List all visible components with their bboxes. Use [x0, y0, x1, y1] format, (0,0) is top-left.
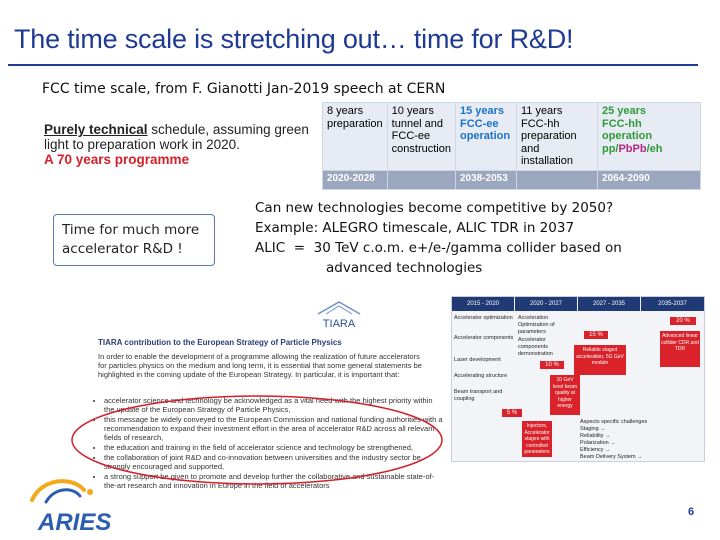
rd-callout-box: Time for much more accelerator R&D !	[53, 214, 215, 266]
statement-body: schedule, assuming green light to preparation work in 2020.	[44, 122, 309, 152]
roadmap-note: Efficiency →	[580, 447, 611, 453]
new-tech-line: Example: ALEGRO timescale, ALIC TDR in 2037	[255, 220, 575, 236]
roadmap-note: Reliability →	[580, 433, 611, 439]
roadmap-note: Aspects specific challenges	[580, 419, 648, 425]
roadmap-milestone: Injectors, Accelerator stages with controlled parameters	[522, 421, 552, 457]
document-title: TIARA contribution to the European Strategy of Particle Physics	[98, 338, 342, 347]
timeline-period: 2020-2028	[323, 170, 388, 189]
timeline-cell: 10 years tunnel and FCC-ee construction	[387, 103, 455, 171]
timeline-period: 2064-2090	[597, 170, 700, 189]
roadmap-header: 2027 - 2035	[578, 297, 640, 311]
roadmap-row-label: Laser development	[454, 357, 501, 363]
roadmap-note: Polarization →	[580, 440, 616, 446]
new-technologies-text	[255, 198, 715, 278]
roadmap-cell: Accelerator components demonstration	[518, 337, 553, 357]
roadmap-header: 2020 - 2027	[515, 297, 577, 311]
timeline-period	[387, 170, 455, 189]
schedule-statement	[44, 122, 314, 167]
roadmap-cell: Acceleration Optimization of parameters	[518, 315, 555, 335]
tiara-logo	[308, 300, 370, 330]
new-tech-line: ALIC = 30 TeV c.o.m. e+/e-/gamma collider based on	[255, 240, 622, 256]
document-bullet: • this message be widely conveyed to the European Commission and national funding authorities with a recommendation to expand their investment effort in the area of accelerator R&D across all relevant fields of research,	[104, 415, 444, 442]
document-bullet: • accelerator science and technology be acknowledged as a vital need with the highest priority within the update of the European Strategy of Particle Physics,	[104, 396, 444, 414]
roadmap-row-label: Accelerator optimization	[454, 315, 513, 321]
roadmap-note: Beam Delivery System →	[580, 454, 643, 460]
timeline-cell: 25 years FCC-hh operation pp/PbPb/eh	[597, 103, 700, 171]
roadmap-row-label: Beam transport and coupling	[454, 389, 503, 402]
roadmap-percent: 10 %	[540, 361, 564, 369]
roadmap-row-label: Accelerating structure	[454, 373, 508, 379]
document-bullet: • a strong support be given to promote and develop further the collaborative and sustainable state-of-the-art research and innovation in Europe in the field of accelerators	[104, 472, 444, 490]
aries-logo	[2, 470, 138, 540]
roadmap-header: 2015 - 2020	[452, 297, 514, 311]
document-bullet: • the education and training in the field of accelerator science and technology be strengthened,	[104, 443, 444, 452]
new-tech-line: advanced technologies	[326, 260, 483, 276]
document-intro: In order to enable the development of a programme allowing the realization of future accelerators for particles physics on the medium and long term, it is essential that some general statements be highlighted in the coming update of the European Strategy. In particular, it is important that:	[98, 352, 422, 379]
roadmap-row-label: Accelerator components	[454, 335, 514, 341]
new-tech-line: Can new technologies become competitive by 2050?	[255, 200, 614, 216]
roadmap-percent: 15 %	[584, 331, 608, 339]
timeline-period	[516, 170, 597, 189]
statement-programme: A 70 years programme	[44, 152, 190, 167]
slide-subtitle: FCC time scale, from F. Gianotti Jan-2019 speech at CERN	[42, 81, 446, 97]
timeline-cell: 15 years FCC-ee operation	[455, 103, 516, 171]
slide-title: The time scale is stretching out… time for R&D!	[14, 24, 574, 54]
svg-text:ARIES: ARIES	[38, 509, 112, 536]
roadmap-percent: 20 %	[670, 317, 696, 325]
roadmap-milestone: 10 GeV level beam quality at higher energy	[550, 375, 580, 415]
statement-emphasis: Purely technical	[44, 122, 148, 137]
page-number: 6	[688, 506, 695, 518]
roadmap-milestone: Reliable staged acceleration, 5G GeV module	[574, 345, 626, 375]
roadmap-note: Staging →	[580, 426, 606, 432]
svg-text:TIARA: TIARA	[322, 318, 356, 330]
roadmap-milestone: Advanced linear collider CDR and TDR	[660, 331, 700, 367]
timeline-cell: 11 years FCC-hh preparation and installation	[516, 103, 597, 171]
alegro-roadmap-figure	[451, 296, 705, 462]
timeline-cell: 8 years preparation	[323, 103, 388, 171]
roadmap-percent: 5 %	[502, 409, 522, 417]
roadmap-header: 2035-2037	[641, 297, 704, 311]
title-underline	[8, 64, 698, 66]
document-bullet: • the collaboration of joint R&D and co-innovation between universities and the industry sector be strongly encouraged and supported,	[104, 453, 444, 471]
fcc-timeline-table	[322, 102, 701, 190]
timeline-period: 2038-2053	[455, 170, 516, 189]
